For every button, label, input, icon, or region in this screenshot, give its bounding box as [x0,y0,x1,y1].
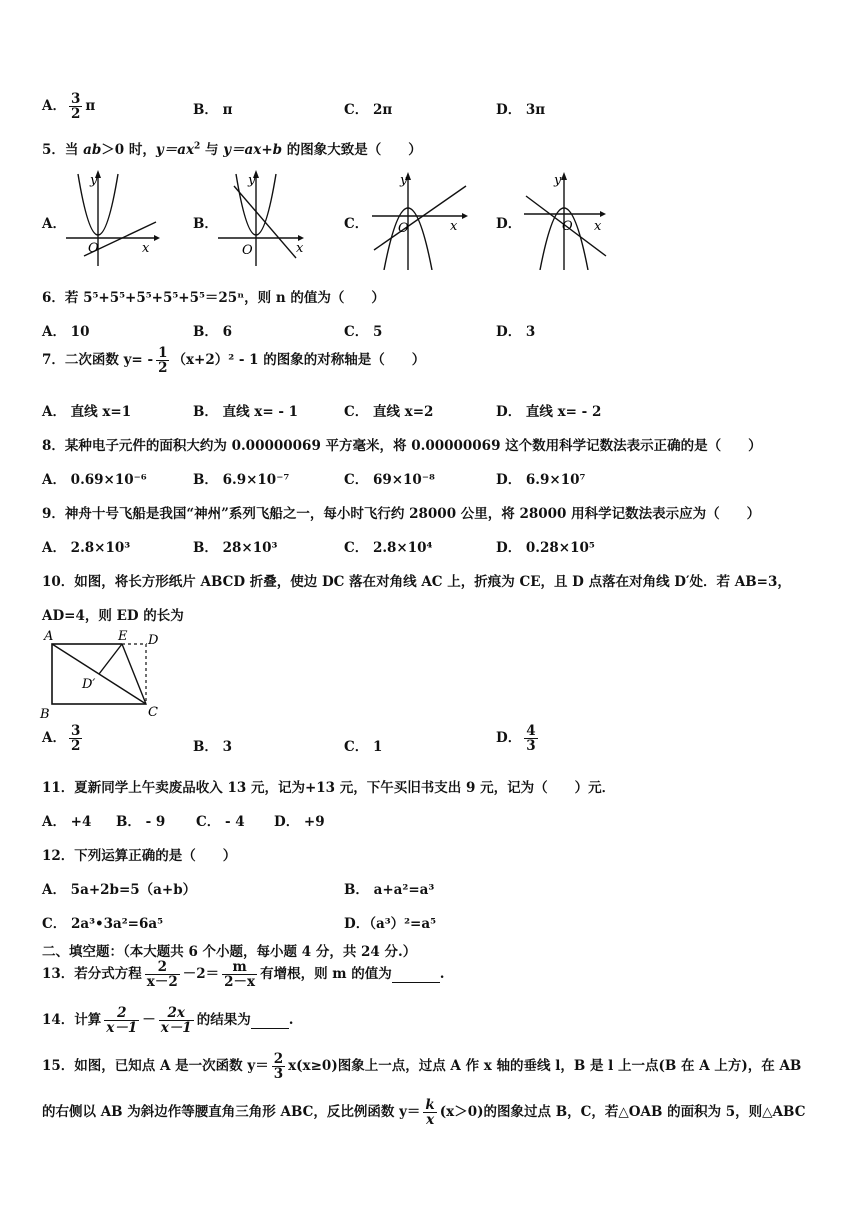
q6-stem: 6．若 5⁵+5⁵+5⁵+5⁵+5⁵＝25ⁿ，则 n 的值为（ ） [42,290,385,306]
q4-option-d: D． 3π [496,102,546,118]
axis-x-label: x [450,219,458,234]
q10-figure [38,628,168,722]
point-d-label: D [148,633,159,648]
fraction: $\frac{2}{3}$ [273,1051,284,1083]
q8-option-d: D． 6.9×10⁷ [496,472,586,488]
q5-graph-a [62,166,162,266]
q11-stem: 11．夏新同学上午卖废品收入 13 元，记为+13 元，下午买旧书支出 9 元，记为（ ）元． [42,780,616,796]
q5-graph-d [518,166,628,270]
q9-option-d: D． 0.28×10⁵ [496,540,595,556]
q4-option-a: A． $\frac{3}{2}$ π [42,91,96,123]
section-heading: 二、填空题：（本大题共 6 个小题，每小题 4 分，共 24 分.） [42,944,417,960]
answer-blank[interactable] [251,1012,289,1029]
q9-option-c: C． 2.8×10⁴ [344,540,433,556]
q10-option-c: C． 1 [344,739,383,755]
q8-option-a: A． 0.69×10⁻⁶ [42,472,147,488]
q12-stem: 12．下列运算正确的是（ ） [42,848,237,864]
fraction: $\frac{1}{2}$ [158,345,168,377]
q11-option-d: D． +9 [274,814,325,830]
origin-label: O [242,243,253,258]
point-e-label: E [118,629,128,644]
q5-option-c-label: C． [344,216,369,232]
fraction: $\frac{2}{x-1}$ [106,1005,138,1037]
q10-option-b: B． 3 [193,739,233,755]
q13-stem: 13．若分式方程 $\frac{2}{x-2}$ －2＝ $\frac{m}{2-x}$ 有增根，则 m 的值为 . [42,959,445,991]
q10-stem-line2: AD=4，则 ED 的长为 [42,608,184,624]
q8-option-b: B． 6.9×10⁻⁷ [193,472,290,488]
q7-option-b: B． 直线 x= - 1 [193,404,299,420]
q5-option-a-label: A． [42,216,66,232]
q12-option-c: C． 2a³•3a²=6a⁵ [42,916,164,932]
q11-option-b: B． - 9 [116,814,166,830]
axis-y-label: y [248,173,256,188]
point-b-label: B [40,707,50,722]
origin-label: O [88,241,99,256]
q15-stem-line2: 的右侧以 AB 为斜边作等腰直角三角形 ABC，反比例函数 y＝ $\frac{k}{x}$ (x＞0)的图象过点 B，C，若△OAB 的面积为 5，则△ABC [42,1097,806,1129]
q5-graph-c [366,166,476,270]
q11-option-a: A． +4 [42,814,92,830]
q5-option-b-label: B． [193,216,218,232]
origin-label: O [398,221,409,236]
q14-stem: 14．计算 $\frac{2}{x-1}$ － $\frac{2x}{x-1}$ 的结果为 . [42,1005,294,1037]
q7-option-a: A． 直线 x=1 [42,404,132,420]
q6-option-c: C． 5 [344,324,383,340]
q6-option-a: A． 10 [42,324,90,340]
fraction: $\frac{3}{2}$ [70,723,81,755]
axis-y-label: y [400,173,408,188]
q10-stem-line1: 10．如图，将长方形纸片 ABCD 折叠，使边 DC 落在对角线 AC 上，折痕为 CE，且 D 点落在对角线 D′处．若 AB=3， [42,574,791,590]
q7-option-d: D． 直线 x= - 2 [496,404,602,420]
q10-option-d: D． $\frac{4}{3}$ [496,723,536,755]
fraction: $\frac{2}{x-2}$ [146,959,178,991]
axis-y-label: y [90,173,98,188]
q6-option-d: D． 3 [496,324,536,340]
q6-option-b: B． 6 [193,324,233,340]
q8-stem: 8．某种电子元件的面积大约为 0.00000069 平方毫米，将 0.00000069 这个数用科学记数法表示正确的是（ ） [42,438,762,454]
q12-option-d: D．（a³）²=a⁵ [344,916,437,932]
q10-option-a: A． $\frac{3}{2}$ [42,723,81,755]
q12-option-a: A． 5a+2b=5（a+b） [42,882,197,898]
axis-y-label: y [554,173,562,188]
point-a-label: A [44,629,54,644]
q5-stem: 5．当 ab＞0 时，$y=ax^2$ 与 y＝ax+b 的图象大致是（ ） [42,141,422,158]
q15-stem-line1: 15．如图，已知点 A 是一次函数 y＝ $\frac{2}{3}$ x(x≥0)图象上一点，过点 A 作 x 轴的垂线 l，B 是 l 上一点(B 在 A 上方)，在 AB [42,1051,802,1083]
fraction: $\frac{3}{2}$ [70,91,81,123]
q4-option-b: B． π [193,102,233,118]
q5-graph-b [214,166,314,266]
fraction: $\frac{k}{x}$ [425,1097,435,1129]
axis-x-label: x [594,219,602,234]
q11-option-c: C． - 4 [196,814,245,830]
q9-stem: 9．神舟十号飞船是我国“神州”系列飞船之一，每小时飞行约 28000 公里，将 28000 用科学记数法表示应为（ ） [42,506,761,522]
axis-x-label: x [296,241,304,256]
q5-option-d-label: D． [496,216,522,232]
fraction: $\frac{m}{2-x}$ [224,959,256,991]
fraction: $\frac{4}{3}$ [526,723,536,755]
axis-x-label: x [142,241,150,256]
point-c-label: C [148,705,158,720]
q12-option-b: B． a+a²=a³ [344,882,435,898]
q9-option-a: A． 2.8×10³ [42,540,131,556]
q7-option-c: C． 直线 x=2 [344,404,434,420]
origin-label: O [562,219,573,234]
q8-option-c: C． 69×10⁻⁸ [344,472,435,488]
q4-option-c: C． 2π [344,102,393,118]
answer-blank[interactable] [392,966,440,983]
q9-option-b: B． 28×10³ [193,540,278,556]
point-d-prime-label: D′ [82,677,96,692]
q7-stem: 7．二次函数 y= - $\frac{1}{2}$ （x+2）² - 1 的图象的对称轴是（ ） [42,345,426,377]
fraction: $\frac{2x}{x-1}$ [160,1005,192,1037]
